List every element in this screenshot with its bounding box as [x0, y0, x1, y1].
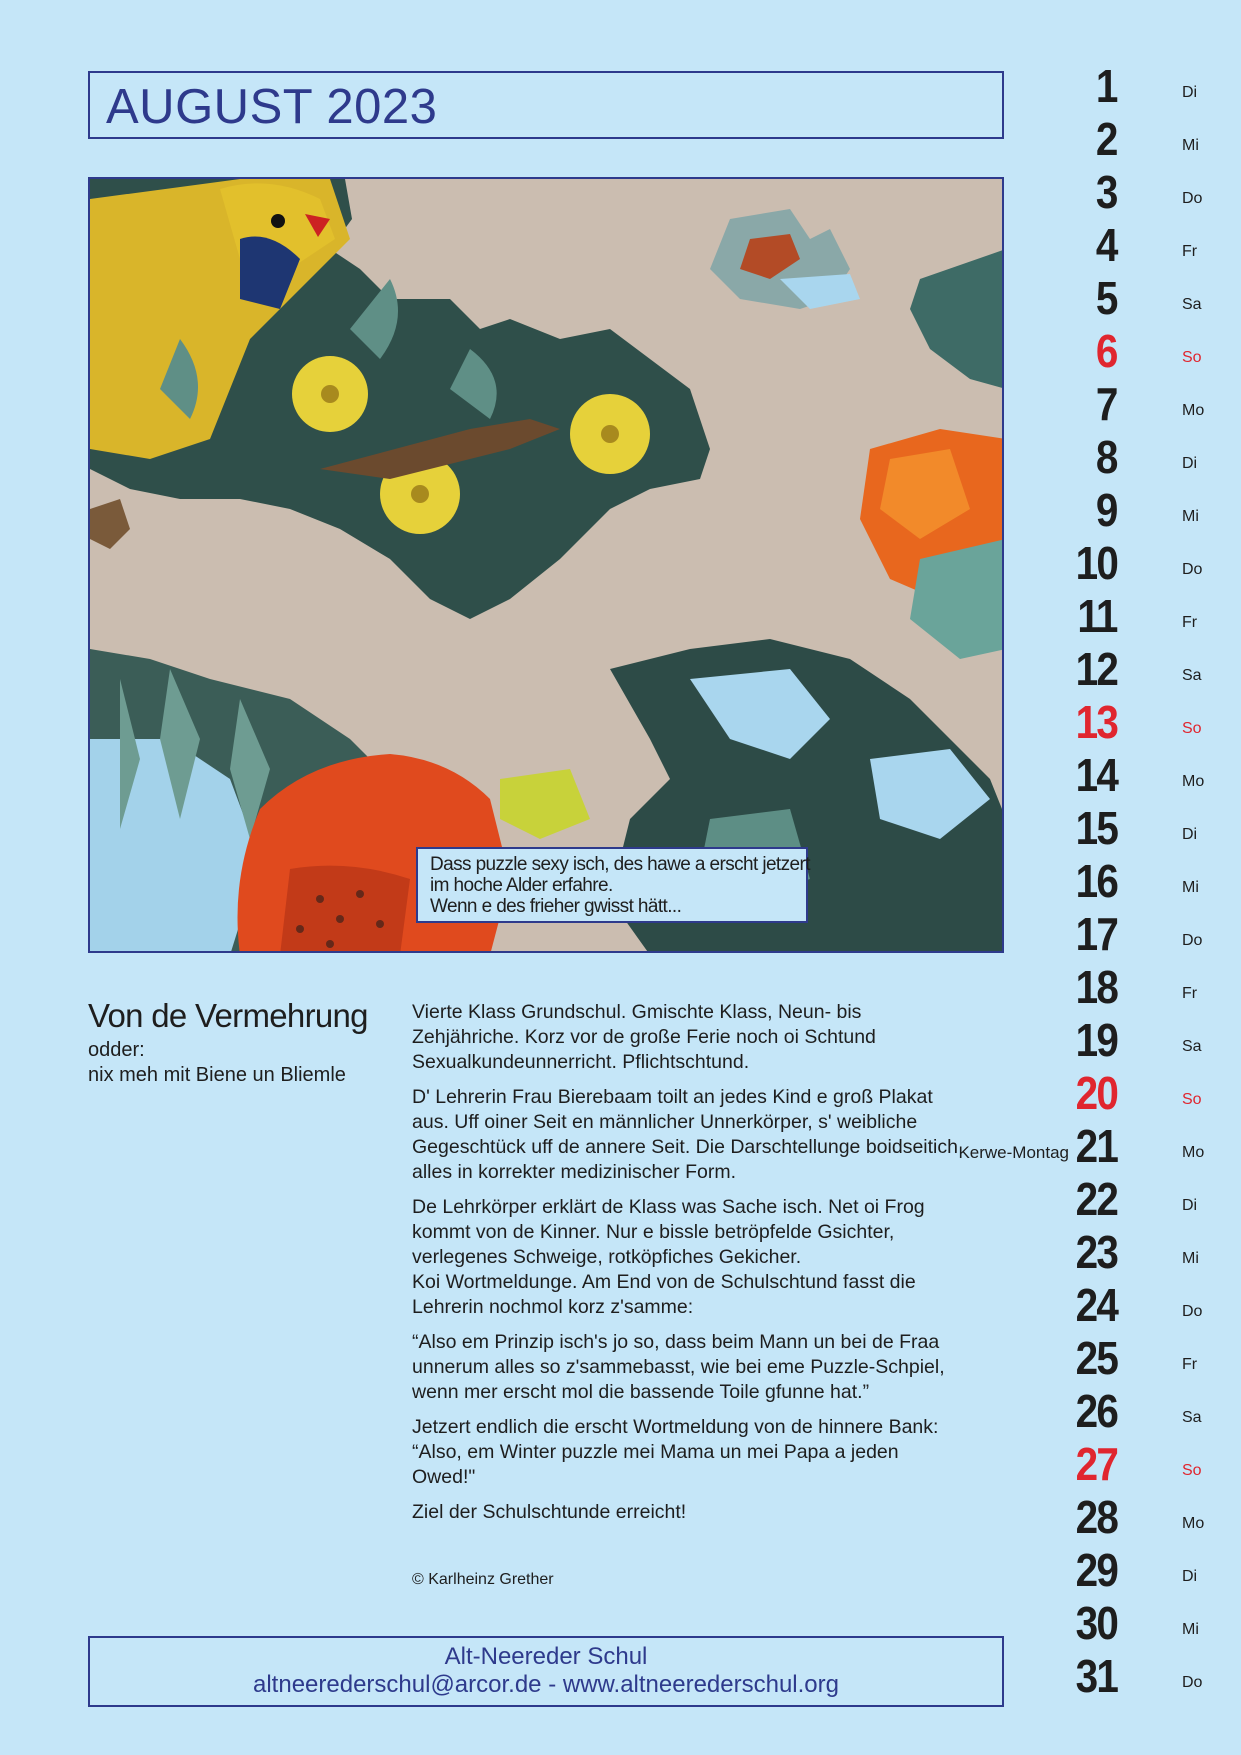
day-number: 14: [1075, 749, 1117, 801]
story-line: Koi Wortmeldunge. Am End von de Schulschtund fasst die: [412, 1271, 916, 1293]
story-title: Von de Vermehrung: [88, 997, 368, 1034]
photo-caption: [416, 847, 808, 923]
day-number: 26: [1075, 1385, 1117, 1437]
story-line: “Also, em Winter puzzle mei Mama un mei Papa a jeden: [412, 1441, 899, 1463]
month-title: AUGUST 2023: [106, 80, 438, 134]
day-number: 5: [1096, 272, 1117, 324]
weekday-label: Di: [1182, 84, 1198, 101]
day-number: 6: [1096, 325, 1117, 377]
day-number: 31: [1075, 1650, 1117, 1702]
calendar-day: [1000, 802, 1241, 854]
calendar-day: [1000, 325, 1241, 377]
day-number: 25: [1075, 1332, 1117, 1384]
calendar-day: [958, 1120, 1241, 1172]
calendar-day: [1000, 1597, 1241, 1649]
story-line: Vierte Klass Grundschul. Gmischte Klass, Neun- bis: [412, 1001, 862, 1023]
weekday-label: So: [1182, 1091, 1202, 1108]
calendar-day: [1000, 1173, 1241, 1225]
weekday-label: Sa: [1182, 1038, 1202, 1055]
weekday-label: Mo: [1182, 402, 1205, 419]
weekday-label: Do: [1182, 561, 1203, 578]
story-paragraph: [412, 1330, 1012, 1405]
day-number: 19: [1075, 1014, 1117, 1066]
calendar-day: [1000, 378, 1241, 430]
caption-line: im hoche Alder erfahre.: [430, 875, 613, 896]
calendar-day: [1000, 1279, 1241, 1331]
weekday-label: Do: [1182, 190, 1203, 207]
weekday-label: Fr: [1182, 243, 1198, 260]
calendar-day: [1000, 537, 1241, 589]
story-paragraph: [412, 1415, 1012, 1490]
weekday-label: Mi: [1182, 1250, 1199, 1267]
story-line: “Also em Prinzip isch's jo so, dass beim Mann un bei de Fraa: [412, 1331, 940, 1353]
day-number: 12: [1075, 643, 1117, 695]
weekday-label: Di: [1182, 1197, 1198, 1214]
month-title-box: [88, 71, 1004, 139]
day-number: 2: [1096, 113, 1117, 165]
story-line: Owed!": [412, 1466, 476, 1488]
subtitle-line: odder:: [88, 1039, 145, 1061]
story-line: Zehjähriche. Korz vor de große Ferie noch oi Schtund: [412, 1026, 876, 1048]
day-number: 30: [1075, 1597, 1117, 1649]
story-paragraph: [412, 1500, 1012, 1525]
story-line: verlegenes Schweige, rotköpfiches Gekicher.: [412, 1246, 802, 1268]
weekday-label: Mo: [1182, 1144, 1205, 1161]
weekday-label: Sa: [1182, 296, 1202, 313]
calendar-day: [1000, 272, 1241, 324]
story-line: aus. Uff oiner Seit en männlicher Unnerkörper, s' weibliche: [412, 1111, 918, 1133]
story-line: unnerum alles so z'sammebasst, wie bei eme Puzzle-Schpiel,: [412, 1356, 945, 1378]
story-paragraph: [412, 1000, 1012, 1075]
day-number: 18: [1075, 961, 1117, 1013]
puzzle-photo: [88, 177, 1004, 953]
weekday-label: Mi: [1182, 508, 1199, 525]
caption-line: Dass puzzle sexy isch, des hawe a erscht jetzert: [430, 854, 810, 875]
day-number: 4: [1096, 219, 1117, 271]
day-number: 10: [1075, 537, 1117, 589]
calendar-day: [1000, 1544, 1241, 1596]
weekday-label: Mo: [1182, 1515, 1205, 1532]
weekday-label: Mi: [1182, 137, 1199, 154]
subtitle-line: nix meh mit Biene un Bliemle: [88, 1064, 346, 1086]
story-line: kommt von de Kinner. Nur e bissle betröpfelde Gsichter,: [412, 1221, 895, 1243]
story-body: [412, 1000, 1012, 1535]
day-number: 7: [1096, 378, 1117, 430]
puzzle-illustration: [90, 179, 1004, 953]
weekday-label: Do: [1182, 1303, 1203, 1320]
weekday-label: Di: [1182, 455, 1198, 472]
calendar-day: [1000, 484, 1241, 536]
story-subtitle: [88, 1038, 346, 1088]
weekday-label: Mi: [1182, 1621, 1199, 1638]
weekday-label: Sa: [1182, 667, 1202, 684]
story-line: D' Lehrerin Frau Bierebaam toilt an jedes Kind e groß Plakat: [412, 1086, 933, 1108]
story-line: De Lehrkörper erklärt de Klass was Sache isch. Net oi Frog: [412, 1196, 925, 1218]
weekday-label: Fr: [1182, 614, 1198, 631]
calendar-day: [1000, 961, 1241, 1013]
day-number: 8: [1096, 431, 1117, 483]
weekday-label: Sa: [1182, 1409, 1202, 1426]
calendar-day: [1000, 1438, 1241, 1490]
story-paragraph: [412, 1195, 1012, 1320]
copyright: © Karlheinz Grether: [412, 1571, 554, 1588]
story-line: alles in korrekter medizinischer Form.: [412, 1161, 737, 1183]
day-number: 23: [1075, 1226, 1117, 1278]
weekday-label: Mi: [1182, 879, 1199, 896]
day-number: 20: [1075, 1067, 1117, 1119]
story-line: Lehrerin nochmol korz z'samme:: [412, 1296, 694, 1318]
weekday-label: Fr: [1182, 1356, 1198, 1373]
calendar-day: [1000, 1650, 1241, 1702]
day-number: 22: [1075, 1173, 1117, 1225]
calendar-days: [958, 60, 1241, 1720]
calendar-day: [1000, 166, 1241, 218]
calendar-day: [1000, 590, 1241, 642]
holiday-note: Kerwe-Montag: [958, 1143, 1069, 1162]
calendar-day: [1000, 60, 1241, 112]
calendar-day: [1000, 431, 1241, 483]
weekday-label: Do: [1182, 1674, 1203, 1691]
day-number: 9: [1096, 484, 1117, 536]
day-number: 11: [1077, 590, 1117, 642]
weekday-label: Fr: [1182, 985, 1198, 1002]
weekday-label: So: [1182, 349, 1202, 366]
calendar-day: [1000, 908, 1241, 960]
calendar-day: [1000, 1226, 1241, 1278]
calendar-day: [1000, 1014, 1241, 1066]
day-number: 27: [1075, 1438, 1117, 1490]
calendar-day: [1000, 855, 1241, 907]
weekday-label: So: [1182, 1462, 1202, 1479]
story-line: Gegeschtück uff de annere Seit. Die Darschtellunge boidseitich: [412, 1136, 958, 1158]
weekday-label: Mo: [1182, 773, 1205, 790]
calendar-day: [1000, 696, 1241, 748]
weekday-label: Do: [1182, 932, 1203, 949]
calendar-day: [1000, 219, 1241, 271]
day-number: 29: [1075, 1544, 1117, 1596]
caption-line: Wenn e des frieher gwisst hätt...: [430, 896, 682, 917]
calendar-day: [1000, 113, 1241, 165]
day-number: 1: [1096, 60, 1117, 112]
day-number: 17: [1075, 908, 1117, 960]
day-number: 21: [1075, 1120, 1117, 1172]
footer-name: Alt-Neereder Schul: [444, 1643, 648, 1670]
calendar-day: [1000, 1067, 1241, 1119]
day-number: 15: [1075, 802, 1117, 854]
day-number: 3: [1096, 166, 1117, 218]
story-line: Jetzert endlich die erscht Wortmeldung von de hinnere Bank:: [412, 1416, 939, 1438]
story-line: Ziel der Schulschtunde erreicht!: [412, 1501, 687, 1523]
story-paragraph: [412, 1085, 1012, 1185]
weekday-label: Di: [1182, 1568, 1198, 1585]
calendar-day: [1000, 1491, 1241, 1543]
story-line: wenn mer erscht mol die bassende Toile gfunne hat.”: [412, 1381, 870, 1403]
footer-box: [88, 1636, 1004, 1707]
weekday-label: Di: [1182, 826, 1198, 843]
day-number: 28: [1075, 1491, 1117, 1543]
calendar-day: [1000, 643, 1241, 695]
day-number: 24: [1075, 1279, 1117, 1331]
footer-contact: altneerederschul@arcor.de - www.altneerederschul.org: [253, 1671, 839, 1698]
calendar-day: [1000, 1385, 1241, 1437]
day-number: 16: [1075, 855, 1117, 907]
calendar-day: [1000, 1332, 1241, 1384]
day-number: 13: [1075, 696, 1117, 748]
calendar-day: [1000, 749, 1241, 801]
weekday-label: So: [1182, 720, 1202, 737]
story-line: Sexualkundeunnerricht. Pflichtschtund.: [412, 1051, 750, 1073]
